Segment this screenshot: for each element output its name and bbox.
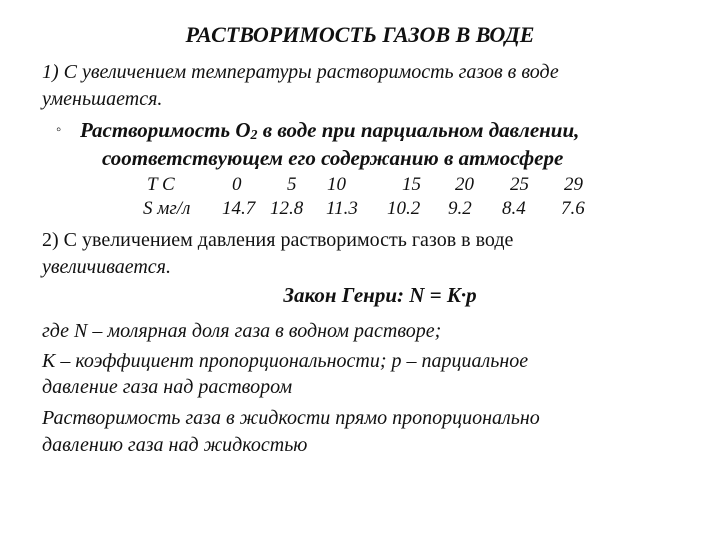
conclusion-line-1: Растворимость газа в жидкости прямо пропорционально — [42, 407, 540, 429]
solubility-cell: 12.8 — [270, 198, 304, 219]
row-label-temperature: T C — [147, 174, 175, 195]
page-title: РАСТВОРИМОСТЬ ГАЗОВ В ВОДЕ — [185, 22, 535, 47]
point-2-line-1: 2) С увеличением давления растворимость газов в воде — [42, 229, 514, 251]
point-1-line-1: 1) С увеличением температуры растворимость газов в воде — [42, 61, 559, 83]
solubility-cell: 7.6 — [561, 198, 585, 219]
oxygen-subscript: 2 — [250, 128, 258, 143]
definition-line-2: K – коэффициент пропорциональности; p – парциальное — [42, 350, 529, 372]
henry-law: Закон Генри: N = K·p — [283, 283, 477, 307]
temp-cell: 10 — [327, 174, 346, 195]
temp-cell: 29 — [564, 174, 583, 195]
conclusion-line-2: давлению газа над жидкостью — [42, 434, 308, 456]
temp-cell: 25 — [510, 174, 529, 195]
solubility-cell: 11.3 — [326, 198, 358, 219]
bullet-line-1-pre: Растворимость O — [80, 118, 251, 142]
temp-cell: 20 — [455, 174, 474, 195]
bullet-line-2: соответствующем его содержанию в атмосфере — [102, 146, 564, 170]
temp-cell: 0 — [232, 174, 242, 195]
definition-line-1: где N – молярная доля газа в водном растворе; — [42, 320, 442, 342]
solubility-cell: 14.7 — [222, 198, 256, 219]
point-2-line-2: увеличивается. — [42, 256, 171, 278]
temp-cell: 15 — [402, 174, 421, 195]
definition-line-3: давление газа над раствором — [42, 376, 293, 398]
solubility-cell: 8.4 — [502, 198, 526, 219]
solubility-cell: 10.2 — [387, 198, 421, 219]
point-1-line-2: уменьшается. — [42, 88, 163, 110]
bullet-line-1-post: в воде при парциальном давлении, — [257, 118, 580, 142]
bullet-circle-icon: ◦ — [56, 122, 62, 138]
solubility-cell: 9.2 — [448, 198, 472, 219]
temp-cell: 5 — [287, 174, 297, 195]
row-label-solubility: S мг/л — [143, 198, 191, 219]
bullet-line-1 — [80, 118, 579, 144]
